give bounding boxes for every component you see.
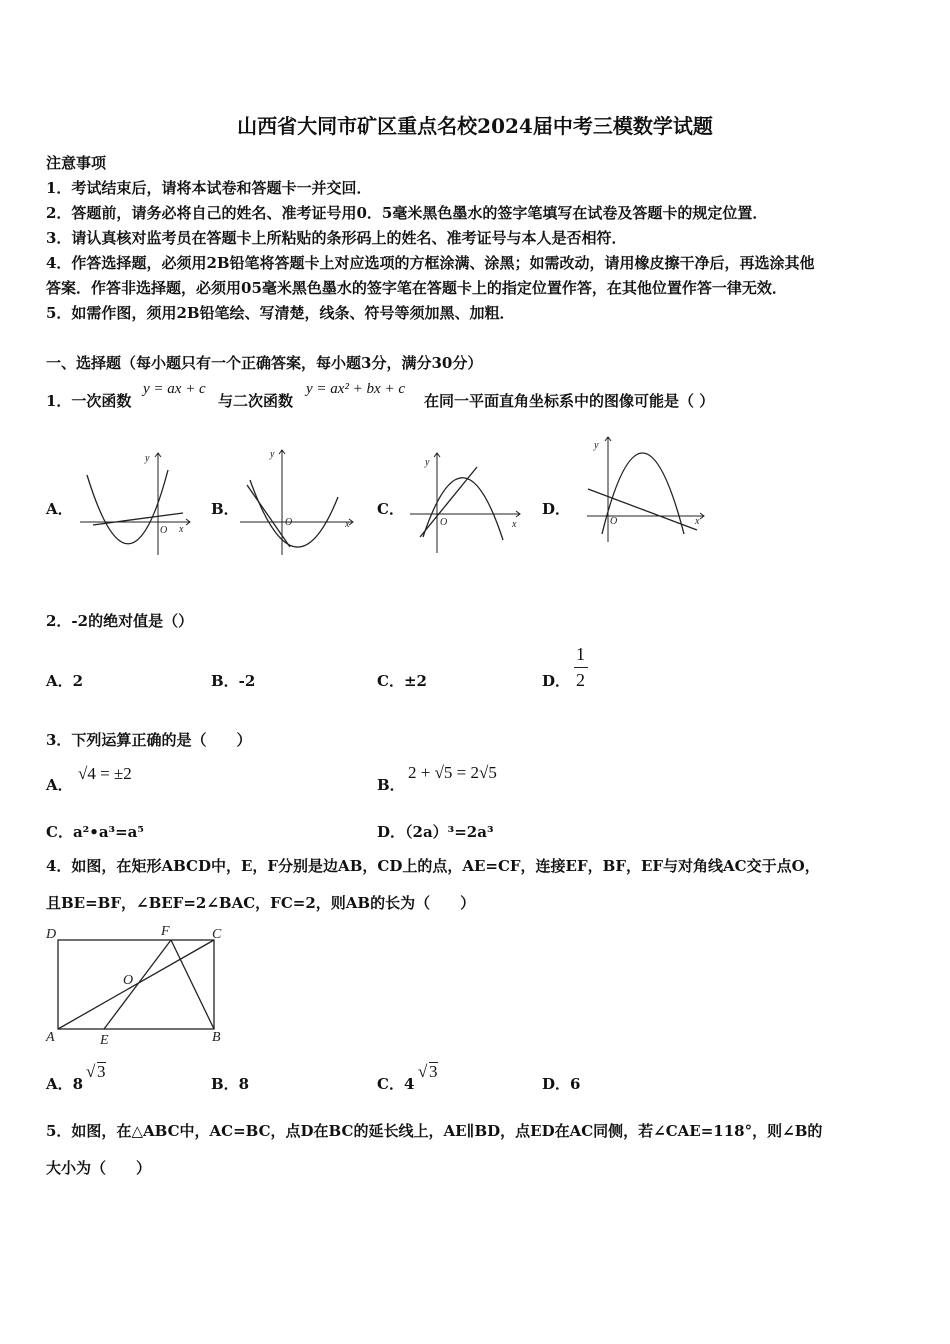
y-axis-label: y [425, 457, 430, 468]
notice-item: 答案．作答非选择题，必须用05毫米黑色墨水的签字笔在答题卡上的指定位置作答，在其他位置作答一律无效． [46, 279, 787, 297]
origin-label: O [285, 517, 293, 528]
q1-option-a[interactable]: A． [46, 500, 73, 518]
notice-item: 1．考试结束后，请将本试卷和答题卡一并交回． [46, 179, 372, 197]
q3-option-c[interactable]: C．a²•a³=a⁵ [46, 823, 144, 841]
q2-stem: 2．-2的绝对值是（） [46, 612, 194, 630]
q1-quadratic-formula: y = ax² + bx + c [306, 381, 405, 397]
sqrt-symbol: √ [86, 1062, 96, 1081]
q1-linear-formula: y = ax + c [143, 381, 206, 397]
q3-a-expression: √4 = ±2 [78, 764, 132, 783]
notice-item: 5．如需作图，须用2B铅笔绘、写清楚，线条、符号等须加黑、加粗． [46, 304, 515, 322]
x-axis-label: x [179, 524, 184, 535]
x-axis-label: x [345, 519, 350, 530]
notice-heading: 注意事项 [46, 154, 107, 172]
q4-line1: 4．如图，在矩形ABCD中，E，F分别是边AB，CD上的点，AE=CF，连接EF，BF，EF与对角线AC交于点O， [46, 857, 820, 875]
notice-item: 4．作答选择题，必须用2B铅笔将答题卡上对应选项的方框涂满、涂黑；如需改动，请用橡皮擦干净后，再选涂其他 [46, 254, 815, 272]
q2-option-c[interactable]: C．±2 [377, 672, 427, 690]
q4-line2: 且BE=BF，∠BEF=2∠BAC，FC=2，则AB的长为（ ） [46, 894, 476, 912]
q1-graph-a [75, 445, 195, 560]
q2-d-numerator: 1 [576, 644, 585, 664]
q3-b-expression: 2 + √5 = 2√5 [408, 763, 497, 782]
origin-label: O [160, 525, 168, 536]
point-b-label: B [212, 1030, 221, 1045]
y-axis-label: y [594, 440, 599, 451]
q1-mid: 与二次函数 [218, 392, 294, 410]
q4-option-d[interactable]: D．6 [542, 1075, 581, 1093]
point-o-label: O [123, 973, 134, 988]
q5-line2: 大小为（ ） [46, 1159, 152, 1177]
point-c-label: C [212, 927, 222, 942]
y-axis-label: y [145, 453, 150, 464]
origin-label: O [610, 516, 618, 527]
point-a-label: A [46, 1030, 55, 1045]
q1-graph-c [405, 445, 530, 560]
q4-c-radicand: 3 [429, 1062, 438, 1081]
q1-option-b[interactable]: B． [211, 500, 239, 518]
x-axis-label: x [695, 516, 700, 527]
q1-suffix: 在同一平面直角坐标系中的图像可能是（ ） [424, 392, 715, 410]
q2-option-d[interactable]: D． [542, 672, 571, 690]
q1-option-c[interactable]: C． [377, 500, 404, 518]
q1-prefix: 1．一次函数 [46, 392, 132, 410]
q1-graph-d [582, 432, 712, 547]
page-title: 山西省大同市矿区重点名校2024届中考三模数学试题 [237, 114, 713, 138]
q2-option-a[interactable]: A．2 [46, 672, 84, 690]
q4-option-a[interactable]: A．8 [46, 1075, 84, 1093]
q4-a-radicand: 3 [97, 1062, 106, 1081]
point-d-label: D [46, 927, 57, 942]
q4-option-b[interactable]: B．8 [211, 1075, 250, 1093]
q5-line1: 5．如图，在△ABC中，AC=BC，点D在BC的延长线上，AE∥BD，点ED在AC同侧，若∠CAE=118°，则∠B的 [46, 1122, 823, 1140]
q3-stem: 3．下列运算正确的是（ ） [46, 731, 252, 749]
q1-graph-b [235, 445, 360, 560]
q3-option-a[interactable]: A． [46, 776, 73, 794]
q1-option-d[interactable]: D． [542, 500, 571, 518]
q4-rectangle-figure [44, 922, 234, 1047]
fraction-bar [574, 667, 588, 668]
q2-option-b[interactable]: B．-2 [211, 672, 256, 690]
q4-option-c[interactable]: C．4 [377, 1075, 415, 1093]
point-e-label: E [100, 1033, 109, 1048]
origin-label: O [440, 517, 448, 528]
y-axis-label: y [270, 449, 275, 460]
point-f-label: F [161, 924, 170, 939]
q3-option-b[interactable]: B． [377, 776, 405, 794]
section-heading: 一、选择题（每小题只有一个正确答案，每小题3分，满分30分） [46, 354, 483, 372]
notice-item: 2．答题前，请务必将自己的姓名、准考证号用0．5毫米黑色墨水的签字笔填写在试卷及答题卡的规定位置． [46, 204, 768, 222]
x-axis-label: x [512, 519, 517, 530]
q3-option-d[interactable]: D．（2a）³=2a³ [377, 823, 494, 841]
sqrt-symbol: √ [418, 1062, 428, 1081]
notice-item: 3．请认真核对监考员在答题卡上所粘贴的条形码上的姓名、准考证号与本人是否相符． [46, 229, 627, 247]
q2-d-denominator: 2 [576, 670, 585, 690]
